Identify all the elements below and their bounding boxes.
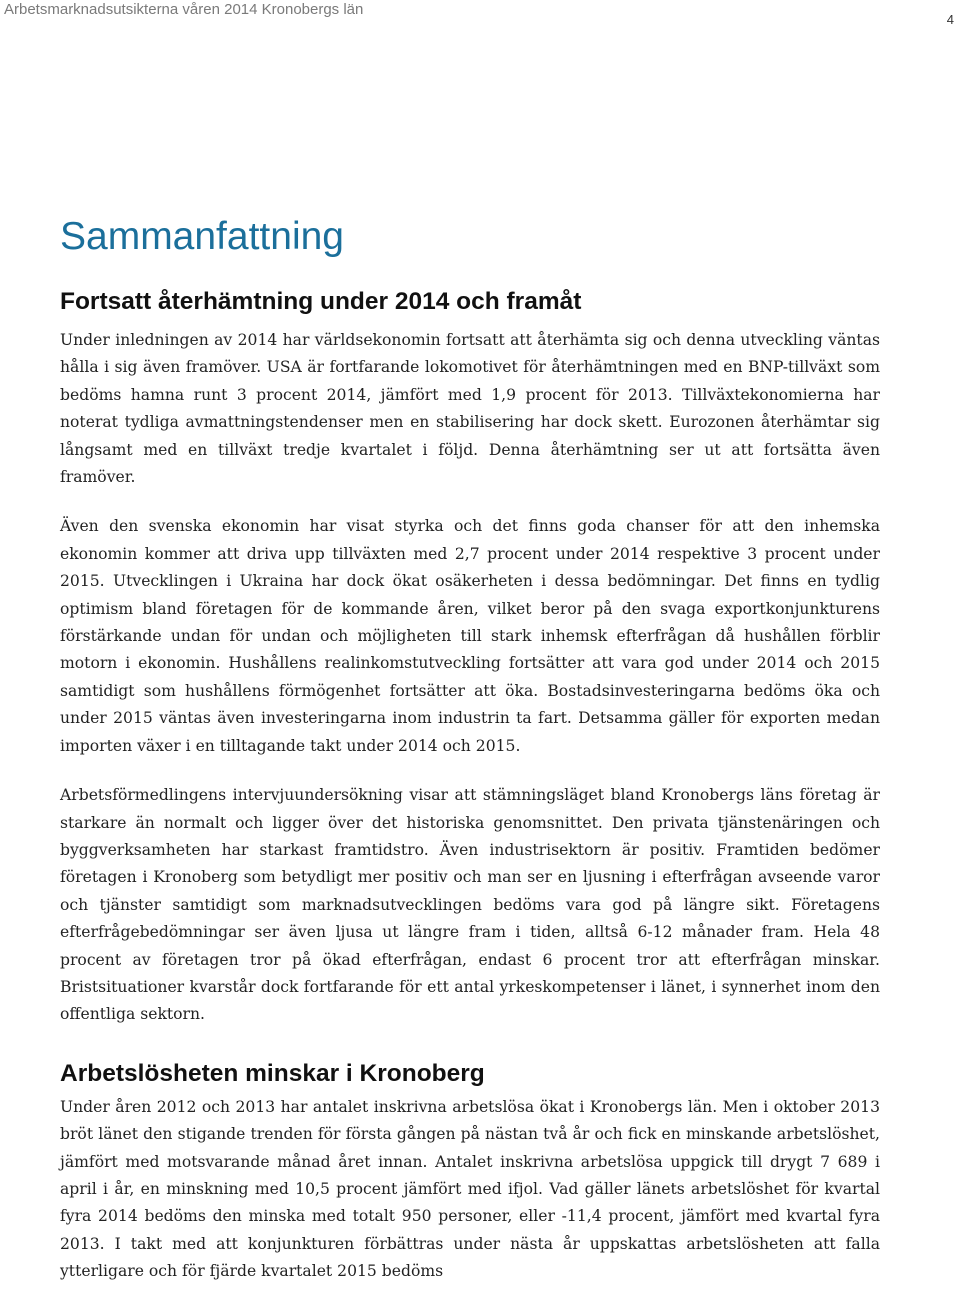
subheading-recovery: Fortsatt återhämtning under 2014 och framåt xyxy=(60,288,582,315)
subheading-unemployment: Arbetslösheten minskar i Kronoberg xyxy=(60,1059,485,1087)
paragraph-swedish-economy: Även den svenska ekonomin har visat styrka och det finns goda chanser för att den inhemska ekonomin kommer att driva upp tillväxten med 2,7 procent under 2014 respektive 3 procent under 2015. Utvecklingen i Ukraina har dock ökat osäkerheten i dessa bedömningar. Det finns en tydlig optimism bland företagen för de kommande åren, vilket beror på den svaga exportkonjunkturens förstärkande undan för undan och möjligheten till stark inhemsk efterfrågan då hushållen förblir motorn i ekonomin. Hushållens realinkomstutveckling fortsätter att vara god under 2014 och 2015 samtidigt som hushållens förmögenhet fortsätter att öka. Bostadsinvesteringarna bedöms öka och under 2015 väntas även investeringarna inom industrin ta fart. Detsamma gäller för exporten medan importen växer i en tilltagande takt under 2014 och 2015. xyxy=(60,517,880,755)
section-title: Sammanfattning xyxy=(60,215,344,258)
paragraph-employer-survey: Arbetsförmedlingens intervjuundersökning visar att stämningsläget bland Kronobergs läns företag är starkare än normalt och ligger över det historiska genomsnittet. Den privata tjänstenäringen och byggverksamheten har starkast framtidstro. Även industrisektorn är positiv. Framtiden bedömer företagen i Kronoberg som betydligt mer positiv och man ser en ljusning i efterfrågan avseende varor och tjänster samtidigt som marknadsutvecklingen bedöms vara god på längre sikt. Företagens efterfrågebedömningar ser även ljusa ut längre fram i tiden, alltså 6-12 månader fram. Hela 48 procent av företagen tror på ökad efterfrågan, endast 6 procent tror att efterfrågan minskar. Bristsituationer kvarstår dock fortfarande för ett antal yrkeskompetenser i länet, i synnerhet inom den offentliga sektorn. xyxy=(60,786,880,1024)
paragraph-unemployment: Under åren 2012 och 2013 har antalet inskrivna arbetslösa ökat i Kronobergs län. Men i oktober 2013 bröt länet den stigande trenden för första gången på nästan två år och fick en minskande arbetslöshet, jämfört med motsvarande månad året innan. Antalet inskrivna arbetslösa uppgick till drygt 7 689 i april i år, en minskning med 10,5 procent jämfört med ifjol. Vad gäller länets arbetslöshet för kvartal fyra 2014 bedöms den minska med totalt 950 personer, eller -11,4 procent, jämfört med kvartal fyra 2013. I takt med att konjunkturen förbättras under nästa år uppskattas arbetslösheten att falla ytterligare och för fjärde kvartalet 2015 bedöms xyxy=(60,1097,880,1281)
paragraph-world-economy: Under inledningen av 2014 har världsekonomin fortsatt att återhämta sig och denna utveckling väntas hålla i sig även framöver. USA är fortfarande lokomotivet för återhämtningen med en BNP-tillväxt som bedöms hamna runt 3 procent 2014, jämfört med 1,9 procent för 2013. Tillväxtekonomierna har noterat tydliga avmattningstendenser men en stabilisering har dock skett. Eurozonen återhämtar sig långsamt med en tillväxt tredje kvartalet i följd. Denna återhämtning ser ut att fortsätta även framöver. xyxy=(60,331,880,487)
page-header xyxy=(0,0,960,26)
running-header-title: Arbetsmarknadsutsikterna våren 2014 Kronobergs län xyxy=(4,1,364,18)
document-body xyxy=(60,210,880,1286)
page-number: 4 xyxy=(946,12,954,27)
